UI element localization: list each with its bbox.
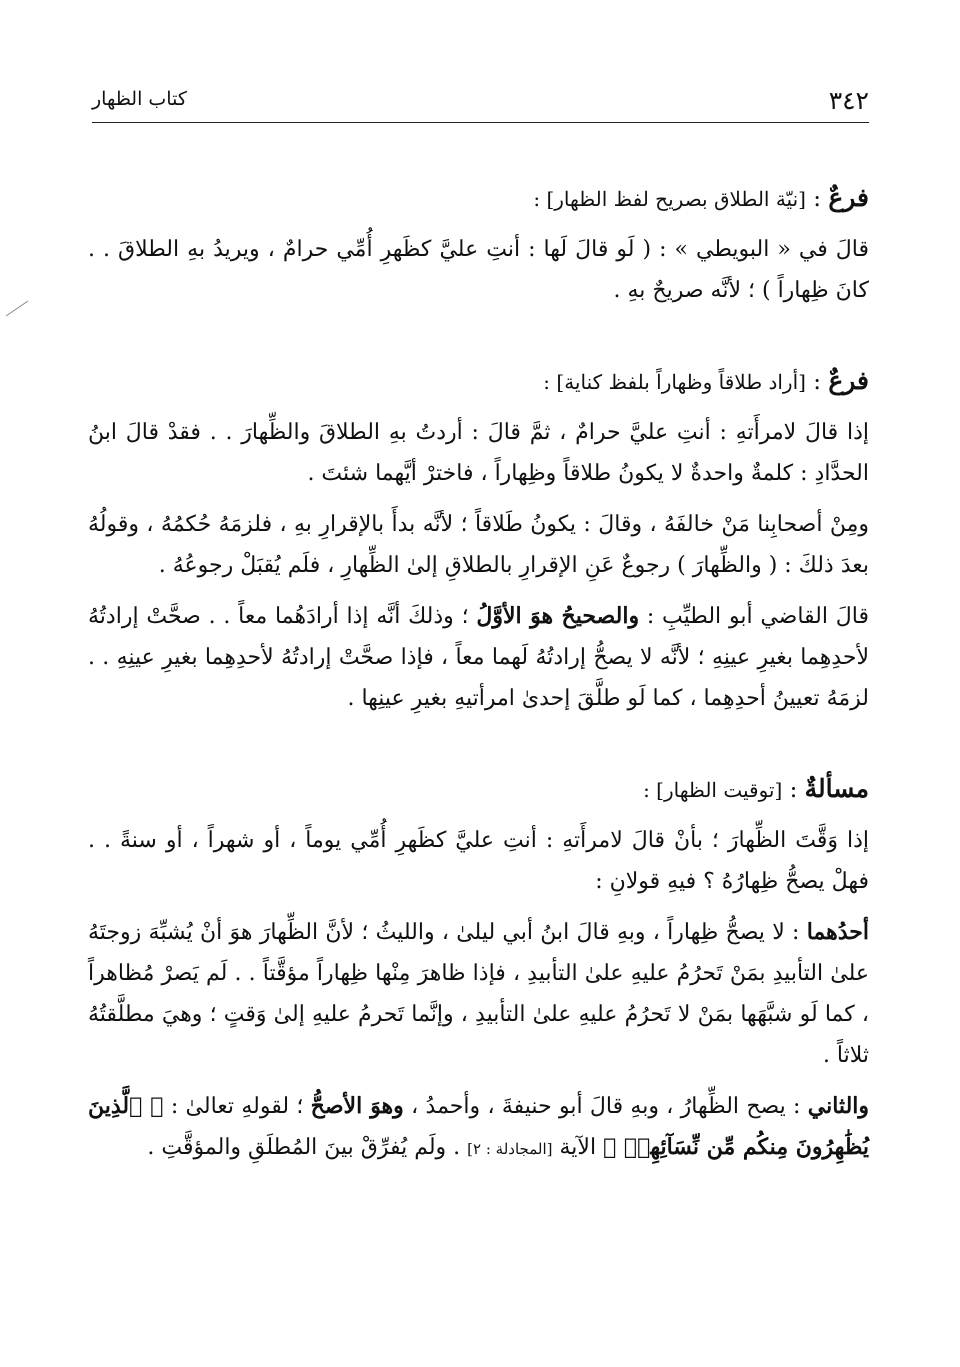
text-run: الآية — [552, 1135, 604, 1160]
heading-colon: : — [805, 186, 829, 212]
section-heading-far1 — [88, 178, 869, 219]
quran-verse: ﴿ ٱلَّذِينَ يُظَٰهِرُونَ مِنكُم مِّن نِّسَآئِهِمۡ ﴾ — [88, 1093, 869, 1160]
paragraph: إذا قالَ لامرأَتهِ : أنتِ عليَّ حرامٌ ، ثمَّ قالَ : أردتُ بهِ الطلاقَ والظِّهارَ . . فقدْ قالَ ابنُ الحدَّادِ : كلمةٌ واحدةٌ لا يكونُ طلاقاً وظِهاراً ، فاخترْ أيَّهما شئتَ . — [88, 420, 869, 486]
heading-label: فرعٌ — [828, 366, 869, 395]
text-run: قالَ القاضي أبو الطيِّبِ : — [639, 604, 869, 629]
paragraph: قالَ في « البويطي » : ( لَو قالَ لَها : أنتِ عليَّ كظَهرِ أُمِّي حرامٌ ، ويريدُ بهِ الطلاقَ . . كانَ ظِهاراً ) ؛ لأنَّه صريحٌ بهِ . — [88, 237, 869, 303]
margin-pencil-mark — [4, 298, 30, 318]
heading-colon: : — [805, 369, 829, 395]
heading-label: فرعٌ — [828, 183, 869, 212]
text-run: ؛ لقولهِ تعالىٰ : — [163, 1094, 311, 1119]
heading-colon: : — [782, 777, 805, 803]
bold-term: والثاني — [807, 1093, 870, 1119]
text-run: : يصح الظِّهارُ ، وبهِ قالَ أبو حنيفةَ ، وأحمدُ ، — [403, 1094, 808, 1119]
bold-ruling: وهوَ الأصحُّ — [310, 1093, 404, 1119]
paragraph: إذا وَقَّتَ الظِّهارَ ؛ بأنْ قالَ لامرأَتهِ : أنتِ عليَّ كظَهرِ أُمِّي يوماً ، أو شهراً ، أو سنةً . . فهلْ يصحُّ ظِهارُهُ ؟ فيهِ قولانِ : — [88, 828, 869, 894]
section-heading-far2 — [88, 361, 869, 402]
paragraph — [88, 1086, 869, 1170]
section-heading-masala — [88, 769, 869, 810]
book-title: كتاب الظهار — [92, 88, 187, 110]
page-body — [88, 178, 869, 1170]
paragraph — [88, 596, 869, 719]
page-number: ٣٤٢ — [828, 86, 869, 115]
paragraph — [88, 912, 869, 1076]
text-run: . ولَم يُفرِّقْ بينَ المُطلَقِ والمؤقَّتِ . — [147, 1135, 468, 1160]
heading-subject: [نيّة الطلاق بصريح لفظ الظهار] : — [533, 187, 806, 211]
text-run: : لا يصحُّ ظِهاراً ، وبهِ قالَ ابنُ أبي ليلىٰ ، والليثُ ؛ لأنَّ الظِّهارَ هوَ أنْ يُشبِّهَ زوجتَهُ علىٰ التأبيدِ بمَنْ تَحرُمُ عليهِ علىٰ التأبيدِ ، فإذا ظاهرَ مِنْها ظِهاراً مؤقَّتاً . . لَم يَصرْ مُظاهراً ، كما لَو شبَّهَها بمَنْ لا تَحرُمُ عليهِ علىٰ التأبيدِ ، وإنَّما تَحرمُ عليهِ إلىٰ وَقتٍ ؛ وهيَ مطلَّقتُهُ ثلاثاً . — [88, 920, 869, 1068]
heading-label: مسألةٌ — [804, 774, 869, 803]
text-run: ؛ وذلكَ أنَّه إذا أرادَهُما معاً . . صحَّتْ إرادتُهُ لأحدِهِما بغيرِ عينِهِ ؛ لأنَّه لا يصحُّ إرادتُهُ لَهما معاً ، فإذا صحَّتْ إرادتُهُ لأحدِهِما بغيرِ عينِهِ . . لزمَهُ تعيينُ أحدِهِما ، كما لَو طلَّقَ إحدىٰ امرأتيهِ بغيرِ عينِها . — [88, 604, 869, 711]
bold-term: أحدُهما — [806, 919, 869, 945]
paragraph: ومِنْ أصحابِنا مَنْ خالفَهُ ، وقالَ : يكونُ طَلاقاً ؛ لأنَّه بدأَ بالإقرارِ بهِ ، فلزمَهُ حُكمُهُ ، وقولُهُ بعدَ ذلكَ : ( والظِّهارَ ) رجوعٌ عَنِ الإقرارِ بالطلاقِ إلىٰ الظِّهارِ ، فلَم يُقبَلْ رجوعُهُ . — [88, 512, 869, 578]
bold-ruling: والصحيحُ هوَ الأوَّلُ — [476, 603, 640, 629]
verse-reference: [المجادلة : ٢] — [467, 1140, 553, 1158]
heading-subject: [توقيت الظهار] : — [643, 778, 783, 802]
page-header — [92, 78, 869, 123]
heading-subject: [أراد طلاقاً وظهاراً بلفظ كناية] : — [543, 370, 806, 394]
